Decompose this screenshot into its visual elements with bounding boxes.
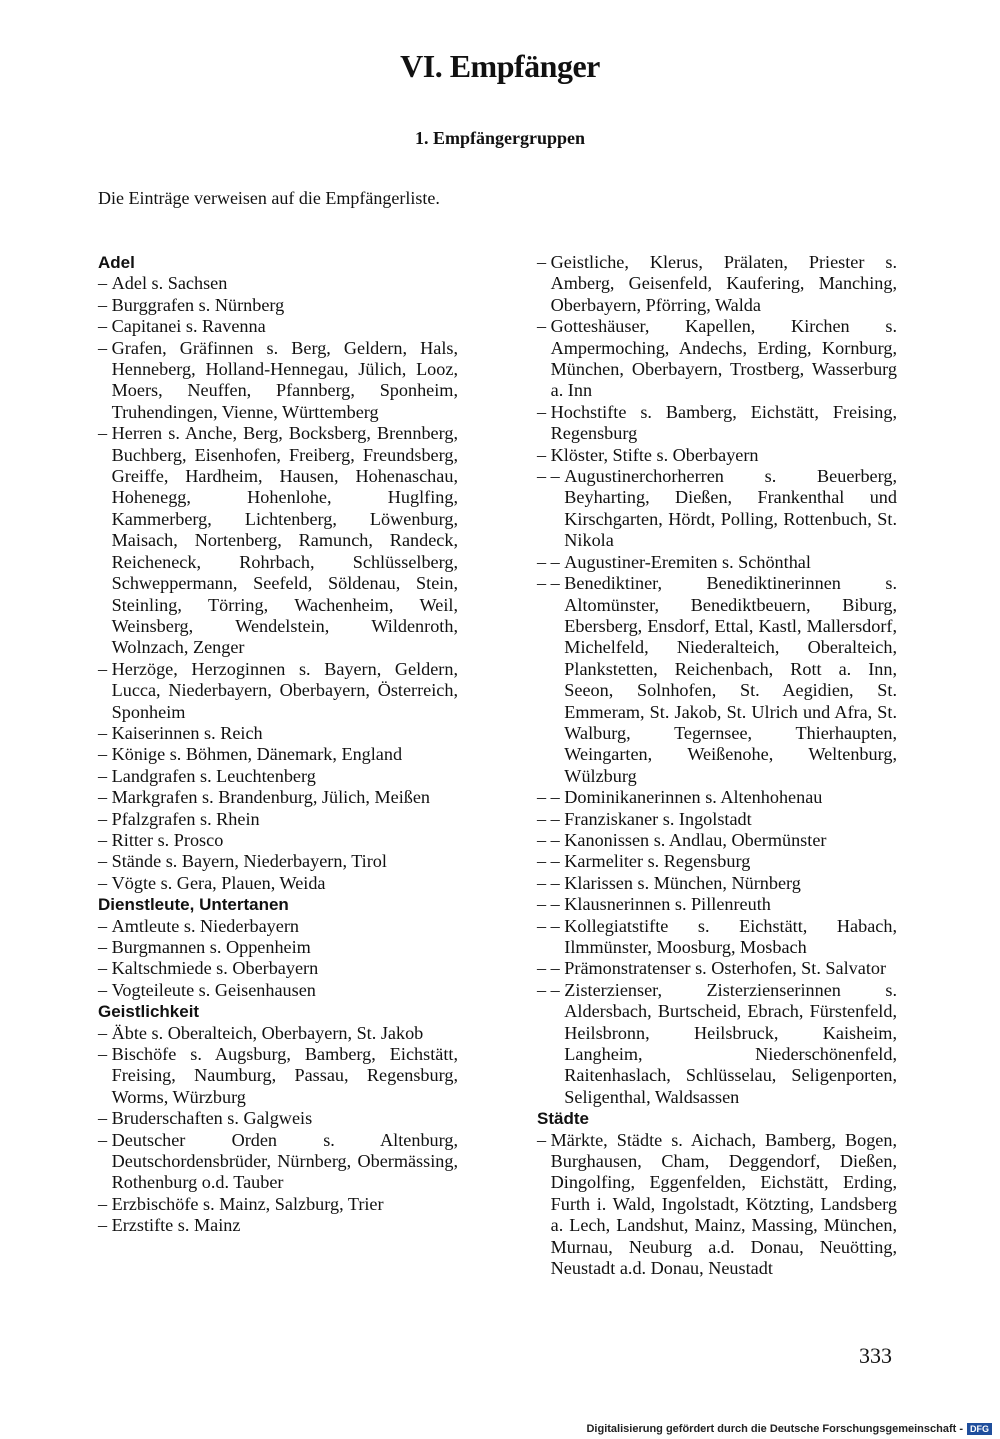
entry-dash: – bbox=[537, 316, 551, 337]
index-entry bbox=[537, 894, 897, 915]
entry-text: Dominikanerinnen s. Altenhohenau bbox=[564, 787, 823, 808]
entry-dash: – bbox=[98, 808, 112, 829]
entry-dash: – bbox=[98, 316, 112, 337]
entry-dash: – bbox=[98, 958, 112, 979]
index-entry bbox=[98, 744, 458, 765]
entry-text: Herren s. Anche, Berg, Bocksberg, Brennberg, Buchberg, Eisenhofen, Freiberg, Freundsberg, Greiffe, Hardheim, Hausen, Hohenaschau, Hohenegg, Hohenlohe, Huglfing, Kammerberg, Lichtenberg, Löwenburg, Maisach, Nortenberg, Ramunch, Randeck, Reicheneck, Rohrbach, Schlüsselberg, Schweppermann, Seefeld, Söldenau, Stein, Steinling, Törring, Wachenheim, Weil, Weinsberg, Wendelstein, Wildenroth, Wolnzach, Zenger bbox=[111, 423, 458, 658]
entry-dash: – bbox=[98, 658, 112, 679]
index-entry bbox=[537, 980, 897, 1108]
index-entry bbox=[98, 830, 458, 851]
index-entry bbox=[98, 1130, 458, 1194]
entry-text: Ritter s. Prosco bbox=[111, 829, 224, 850]
index-entry bbox=[98, 316, 458, 337]
index-entry bbox=[98, 766, 458, 787]
index-entry bbox=[98, 423, 458, 658]
entry-text: Landgrafen s. Leuchtenberg bbox=[111, 765, 316, 786]
section-title: 1. Empfängergruppen bbox=[414, 128, 585, 148]
index-entry bbox=[537, 916, 897, 959]
entry-dash: – – bbox=[537, 851, 565, 872]
entry-text: Augustiner-Eremiten s. Schönthal bbox=[564, 551, 811, 572]
entry-dash: – bbox=[98, 915, 112, 936]
entry-text: Erzstifte s. Mainz bbox=[111, 1215, 241, 1236]
index-entry bbox=[537, 958, 897, 979]
entry-text: Klöster, Stifte s. Oberbayern bbox=[550, 444, 759, 465]
entry-text: Märkte, Städte s. Aichach, Bamberg, Bogen, Burghausen, Cham, Deggendorf, Dießen, Dingolfing, Eggenfelden, Eichstätt, Erding, Furth i. Wald, Ingolstadt, Kötzting, Landsberg a. Lech, Landshut, Mainz, Massing, München, Murnau, Neuburg a.d. Donau, Neuötting, Neustadt a.d. Donau, Neustadt bbox=[550, 1129, 897, 1279]
entry-dash: – – bbox=[537, 958, 565, 979]
entry-dash: – bbox=[537, 444, 551, 465]
index-entry bbox=[98, 1044, 458, 1108]
index-entry bbox=[537, 851, 897, 872]
entry-text: Kaltschmiede s. Oberbayern bbox=[111, 958, 319, 979]
entry-dash: – bbox=[98, 1193, 112, 1214]
entry-dash: – bbox=[98, 937, 112, 957]
entry-dash: – – bbox=[537, 979, 565, 1000]
index-entry bbox=[537, 873, 897, 894]
index-entry bbox=[98, 723, 458, 744]
left-column bbox=[98, 252, 458, 1237]
footer-text: Digitalisierung gefördert durch die Deutsche Forschungsgemeinschaft - bbox=[586, 1423, 963, 1435]
index-entry bbox=[98, 980, 458, 1001]
index-entry bbox=[537, 1130, 897, 1280]
entry-text: Markgrafen s. Brandenburg, Jülich, Meißen bbox=[111, 787, 431, 808]
entry-text: Erzbischöfe s. Mainz, Salzburg, Trier bbox=[111, 1193, 384, 1214]
group-heading: Dienstleute, Untertanen bbox=[98, 895, 289, 915]
entry-dash: – bbox=[98, 1215, 112, 1236]
entry-dash: – bbox=[98, 423, 112, 444]
entry-text: Augustinerchorherren s. Beuerberg, Beyharting, Dießen, Frankenthal und Kirschgarten, Hördt, Polling, Rottenbuch, St. Nikola bbox=[564, 466, 897, 551]
index-entry bbox=[98, 1194, 458, 1215]
entry-dash: – bbox=[537, 252, 551, 272]
entry-text: Gotteshäuser, Kapellen, Kirchen s. Ampermoching, Andechs, Erding, Kornburg, München, Oberbayern, Trostberg, Wasserburg a. Inn bbox=[550, 316, 897, 401]
index-entry bbox=[98, 851, 458, 872]
entry-dash: – bbox=[98, 829, 112, 850]
index-entry bbox=[537, 787, 897, 808]
entry-text: Burggrafen s. Nürnberg bbox=[111, 294, 285, 315]
entry-dash: – – bbox=[537, 915, 565, 936]
index-entry bbox=[98, 787, 458, 808]
group-heading: Geistlichkeit bbox=[98, 1002, 200, 1022]
index-entry bbox=[537, 466, 897, 552]
entry-text: Bischöfe s. Augsburg, Bamberg, Eichstätt, Freising, Naumburg, Passau, Regensburg, Worms, Würzburg bbox=[111, 1044, 458, 1107]
entry-text: Kollegiatstifte s. Eichstätt, Habach, Ilmmünster, Moosburg, Mosbach bbox=[564, 915, 897, 957]
entry-text: Amtleute s. Niederbayern bbox=[111, 915, 300, 936]
index-entry bbox=[537, 830, 897, 851]
entry-dash: – – bbox=[537, 808, 565, 829]
entry-dash: – bbox=[98, 1022, 112, 1043]
group-heading: Adel bbox=[98, 253, 135, 272]
index-entry bbox=[537, 552, 897, 573]
entry-text: Prämonstratenser s. Osterhofen, St. Salvator bbox=[564, 958, 887, 979]
entry-dash: – bbox=[98, 979, 112, 1000]
entry-dash: – – bbox=[537, 551, 565, 572]
entry-text: Karmeliter s. Regensburg bbox=[564, 851, 751, 872]
entry-dash: – bbox=[98, 722, 112, 743]
entry-text: Capitanei s. Ravenna bbox=[111, 316, 266, 337]
entry-text: Klarissen s. München, Nürnberg bbox=[564, 872, 801, 893]
entry-text: Adel s. Sachsen bbox=[111, 273, 228, 294]
entry-text: Kaiserinnen s. Reich bbox=[111, 722, 263, 743]
index-entry bbox=[98, 916, 458, 937]
entry-dash: – bbox=[537, 1129, 551, 1150]
entry-text: Pfalzgrafen s. Rhein bbox=[111, 808, 260, 829]
index-entry bbox=[98, 273, 458, 294]
entry-dash: – – bbox=[537, 466, 565, 487]
group-heading: Städte bbox=[537, 1109, 589, 1129]
intro-text: Die Einträge verweisen auf die Empfängerliste. bbox=[98, 188, 440, 208]
entry-text: Kanonissen s. Andlau, Obermünster bbox=[564, 829, 827, 850]
index-entry bbox=[98, 1215, 458, 1236]
right-column bbox=[537, 252, 897, 1280]
footer bbox=[586, 1423, 992, 1435]
entry-text: Könige s. Böhmen, Dänemark, England bbox=[111, 744, 403, 765]
entry-dash: – bbox=[98, 872, 112, 893]
index-entry bbox=[98, 1023, 458, 1044]
index-entry bbox=[98, 295, 458, 316]
index-entry bbox=[98, 937, 458, 958]
entry-text: Herzöge, Herzoginnen s. Bayern, Geldern, Lucca, Niederbayern, Oberbayern, Österreich, Sponheim bbox=[111, 658, 458, 722]
entry-text: Vögte s. Gera, Plauen, Weida bbox=[111, 872, 326, 893]
entry-dash: – bbox=[537, 401, 551, 422]
entry-dash: – bbox=[98, 744, 112, 765]
index-entry bbox=[537, 316, 897, 402]
entry-text: Bruderschaften s. Galgweis bbox=[111, 1108, 313, 1129]
entry-text: Geistliche, Klerus, Prälaten, Priester s. Amberg, Geisenfeld, Kaufering, Manching, Oberbayern, Pförring, Walda bbox=[550, 252, 897, 315]
index-entry bbox=[98, 1108, 458, 1129]
entry-dash: – bbox=[98, 765, 112, 786]
index-entry bbox=[98, 809, 458, 830]
entry-text: Grafen, Gräfinnen s. Berg, Geldern, Hals, Henneberg, Holland-Hennegau, Jülich, Looz, Moers, Neuffen, Pfannberg, Sponheim, Truhendingen, Vienne, Württemberg bbox=[111, 337, 458, 422]
entry-dash: – – bbox=[537, 894, 565, 915]
index-entry bbox=[537, 445, 897, 466]
index-entry bbox=[98, 873, 458, 894]
entry-dash: – bbox=[98, 273, 112, 294]
entry-dash: – bbox=[98, 1108, 112, 1129]
page-title: VI. Empfänger bbox=[400, 48, 600, 84]
index-entry bbox=[537, 402, 897, 445]
entry-text: Klausnerinnen s. Pillenreuth bbox=[564, 894, 771, 915]
entry-dash: – bbox=[98, 1129, 112, 1150]
index-entry bbox=[98, 659, 458, 723]
index-entry bbox=[537, 252, 897, 316]
index-entry bbox=[537, 573, 897, 787]
entry-dash: – – bbox=[537, 829, 565, 850]
entry-text: Vogteileute s. Geisenhausen bbox=[111, 979, 316, 1000]
entry-text: Stände s. Bayern, Niederbayern, Tirol bbox=[111, 851, 387, 872]
entry-dash: – bbox=[98, 787, 112, 808]
index-entry bbox=[98, 958, 458, 979]
dfg-logo: DFG bbox=[967, 1423, 992, 1435]
entry-text: Hochstifte s. Bamberg, Eichstätt, Freising, Regensburg bbox=[550, 401, 897, 444]
page-number: 333 bbox=[859, 1343, 892, 1368]
index-entry bbox=[537, 809, 897, 830]
entry-text: Benediktiner, Benediktinerinnen s. Altomünster, Benediktbeuern, Biburg, Ebersberg, Ensdorf, Ettal, Kastl, Mallersdorf, Michelfeld, Niederalteich, Oberalteich, Plankstetten, Reichenbach, Rott a. Inn, Seeon, Solnhofen, St. Aegidien, St. Emmeram, St. Jakob, St. Ulrich und Afra, St. Walburg, Tegernsee, Thierhaupten, Weingarten, Weißenohe, Weltenburg, Wülzburg bbox=[564, 573, 897, 786]
entry-text: Deutscher Orden s. Altenburg, Deutschordensbrüder, Nürnberg, Obermässing, Rothenburg o.d. Tauber bbox=[111, 1129, 458, 1193]
index-entry bbox=[98, 338, 458, 424]
entry-dash: – bbox=[98, 851, 112, 872]
entry-dash: – – bbox=[537, 787, 565, 808]
entry-dash: – – bbox=[537, 872, 565, 893]
entry-dash: – bbox=[98, 1044, 112, 1065]
entry-text: Burgmannen s. Oppenheim bbox=[111, 937, 311, 957]
entry-dash: – – bbox=[537, 573, 565, 594]
entry-dash: – bbox=[98, 337, 112, 358]
entry-dash: – bbox=[98, 294, 112, 315]
entry-text: Äbte s. Oberalteich, Oberbayern, St. Jakob bbox=[111, 1022, 424, 1043]
entry-text: Franziskaner s. Ingolstadt bbox=[564, 808, 752, 829]
entry-text: Zisterzienser, Zisterzienserinnen s. Aldersbach, Burtscheid, Ebrach, Fürstenfeld, Heilsbronn, Heilsbruck, Kaisheim, Langheim, Niederschönenfeld, Raitenhaslach, Schlüsselau, Seligenporten, Seligenthal, Waldsassen bbox=[564, 979, 897, 1107]
